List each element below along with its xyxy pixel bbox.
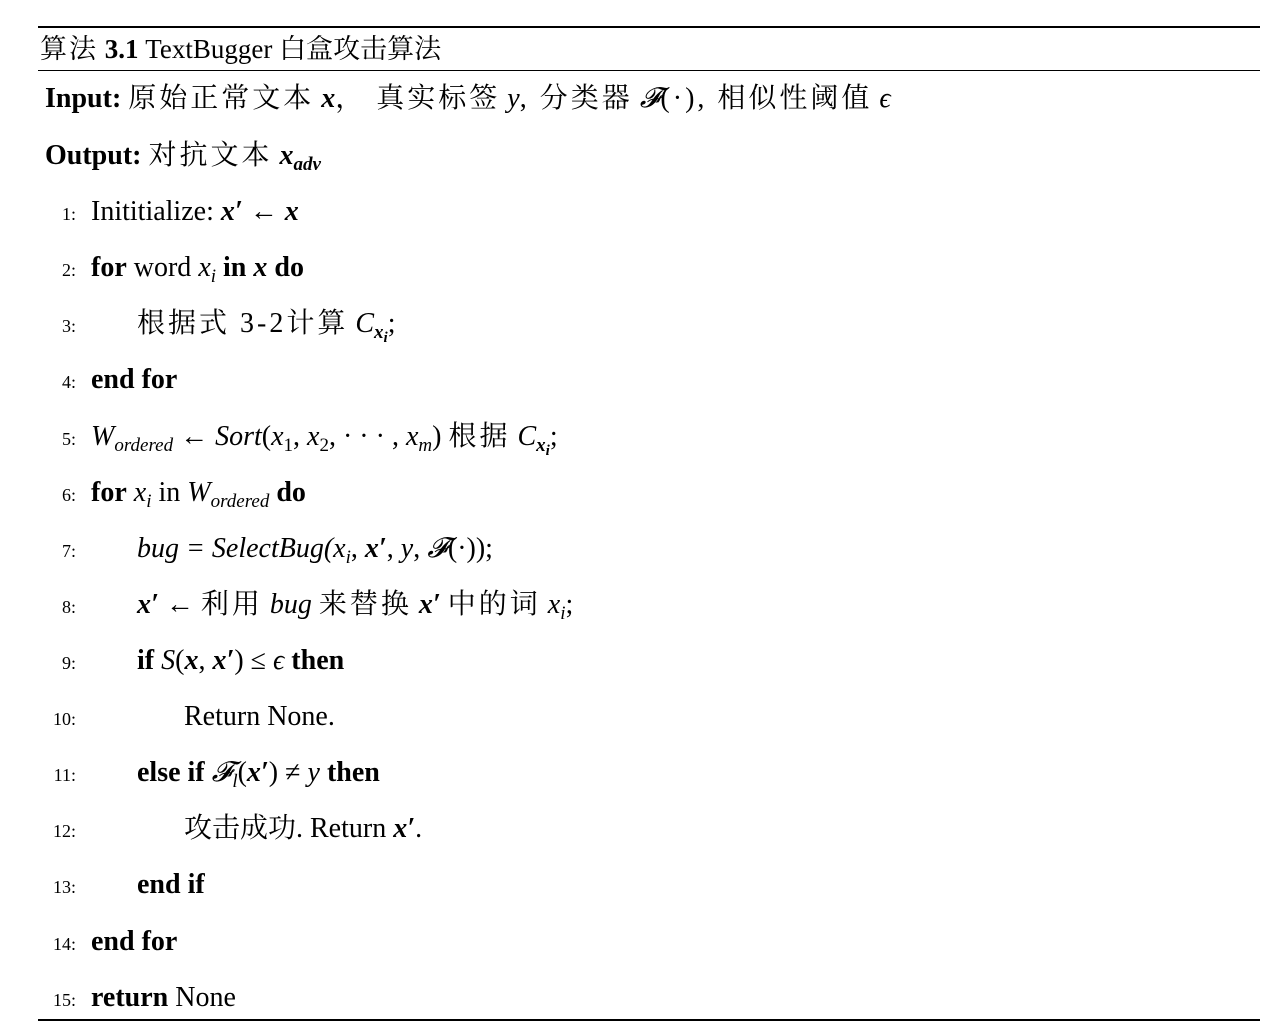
keyword-if: if [137,645,155,676]
line-number: 8: [61,597,76,617]
keyword-end-if: end if [137,869,205,900]
algorithm-caption-rule [38,70,1260,71]
line-text: 根据 [448,421,511,452]
input-eps: ϵ [879,83,891,114]
line-text: 根据式 3-2计算 [137,308,349,339]
caption-label: 算法 [40,34,98,64]
keyword-do: do [276,477,306,508]
line-number: 14: [52,934,76,954]
output-text: 对抗文本 [148,140,273,171]
keyword-for: for [91,252,127,283]
line-number: 9: [61,653,76,673]
keyword-for: for [91,477,127,508]
line-number: 12: [52,821,76,841]
line-text: 利用 [200,589,263,620]
algorithm-caption [40,32,441,66]
input-F: 𝓕 [639,83,661,114]
line-number: 15: [52,990,76,1010]
line-number: 13: [52,877,76,897]
caption-number: 3.1 [104,34,139,64]
line-number: 2: [61,260,76,280]
output-x: x [279,140,294,171]
line-text: Inititialize: [91,196,221,227]
input-text-4: (·), 相似性阈值 [660,83,873,114]
keyword-return: return [91,982,169,1013]
line-number: 7: [61,541,76,561]
keyword-then: then [326,757,380,788]
line-number: 11: [53,765,76,785]
algorithm-bottom-rule [38,1019,1260,1021]
input-keyword: Input: [45,83,122,114]
keyword-end-for: end for [91,926,178,957]
line-text: Return None. [184,701,335,732]
algorithm-top-rule [38,26,1260,28]
keyword-then: then [291,645,345,676]
input-text-3: , 分类器 [519,83,633,114]
line-text: bug = SelectBug( [137,533,334,564]
output-keyword: Output: [45,140,142,171]
line-number: 10: [52,709,76,729]
line-number: 4: [61,372,76,392]
keyword-else-if: else if [137,757,205,788]
line-text: None [168,982,236,1013]
keyword-end-for: end for [91,364,178,395]
line-number: 5: [61,429,76,449]
line-number: 1: [61,204,76,224]
input-text-2: ， 真实标签 [335,83,501,114]
input-y: y [507,83,520,114]
line-text: 攻击成功. Return [184,813,387,844]
input-text-1: 原始正常文本 [128,83,315,114]
line-number: 6: [61,485,76,505]
output-x-sub: adv [293,154,321,175]
caption-title: TextBugger 白盒攻击算法 [145,34,442,64]
input-x: x [321,83,336,114]
line-text: word [126,252,199,283]
line-number: 3: [61,316,76,336]
